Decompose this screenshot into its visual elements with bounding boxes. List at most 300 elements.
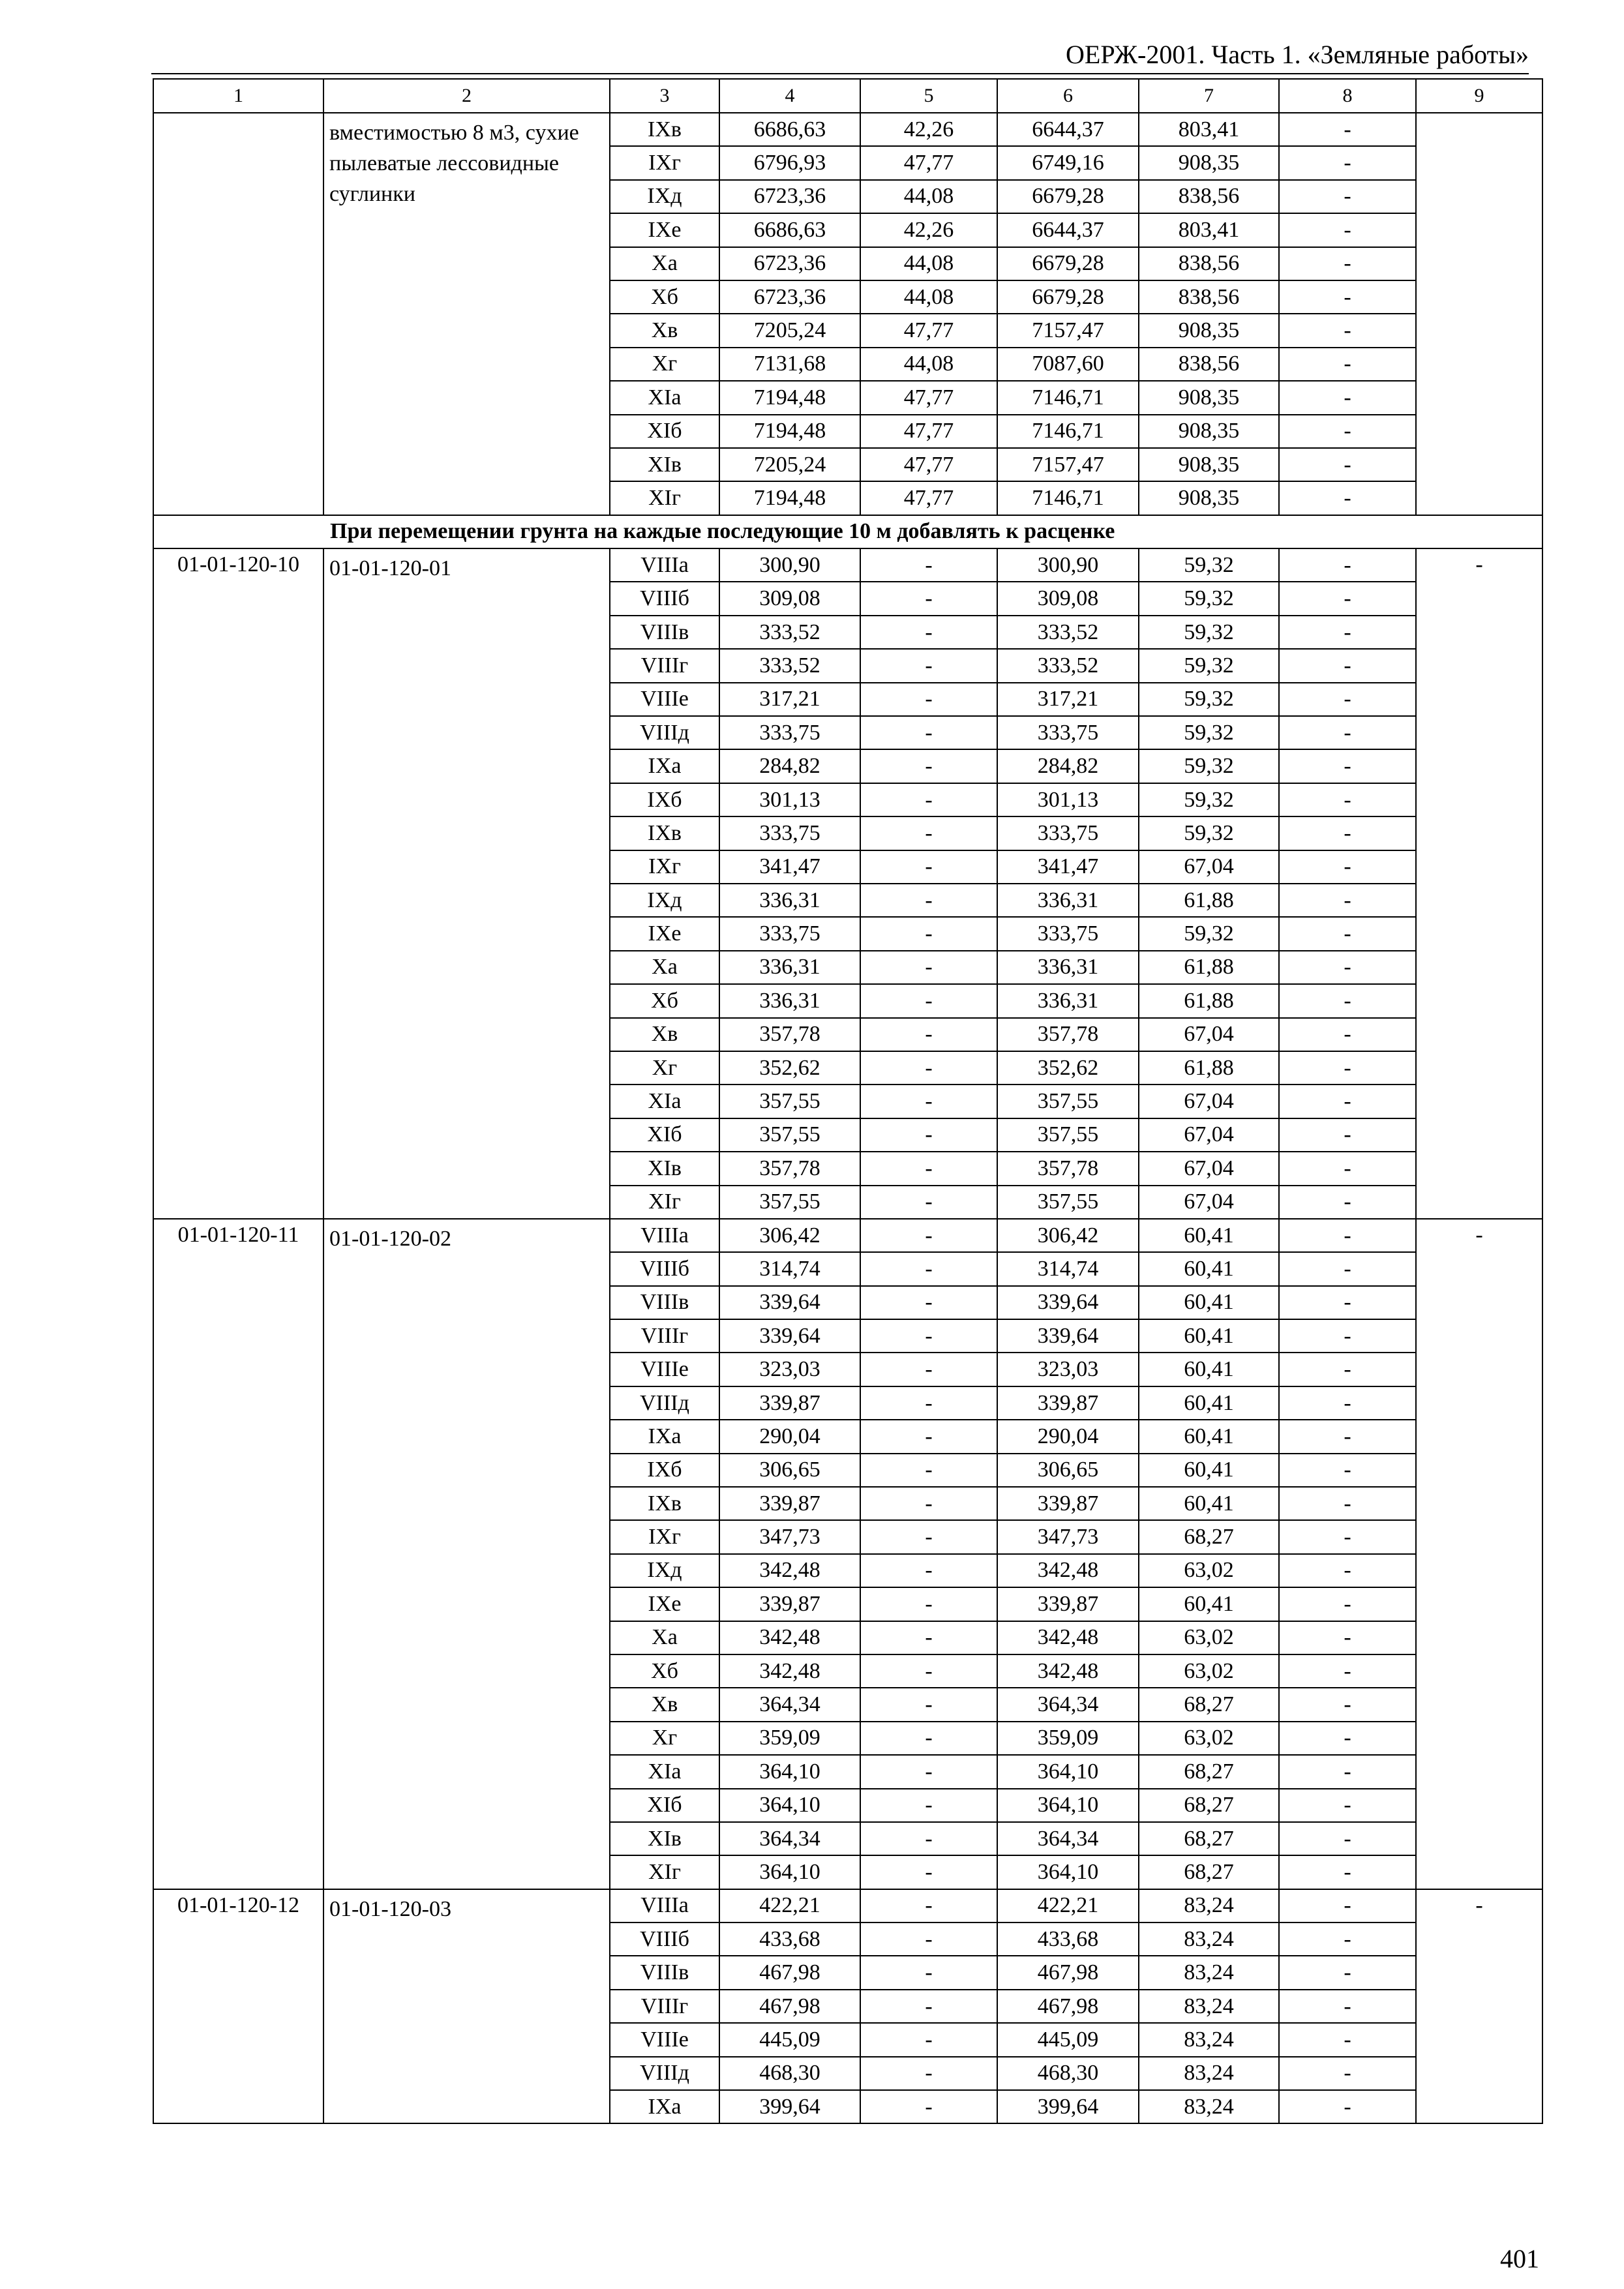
wages-cost-cell: 364,10	[997, 1755, 1139, 1788]
machinist-wages-cell: 59,32	[1139, 749, 1279, 783]
machine-cost-cell: -	[860, 1152, 997, 1185]
materials-cost-cell: -	[1279, 749, 1416, 783]
materials-cost-cell: -	[1279, 816, 1416, 850]
materials-cost-cell: -	[1279, 1755, 1416, 1788]
materials-cost-cell: -	[1279, 582, 1416, 615]
machinist-wages-cell: 63,02	[1139, 1654, 1279, 1688]
wages-cost-cell: 467,98	[997, 1990, 1139, 2023]
wages-cost-cell: 433,68	[997, 1922, 1139, 1956]
soil-group-cell: IXб	[610, 783, 719, 816]
materials-cost-cell: -	[1279, 1554, 1416, 1587]
wages-cost-cell: 336,31	[997, 984, 1139, 1017]
machinist-wages-cell: 83,24	[1139, 2090, 1279, 2123]
table-row	[153, 113, 1542, 146]
soil-group-cell: VIIIе	[610, 1353, 719, 1386]
wages-cost-cell: 357,78	[997, 1152, 1139, 1185]
materials-cost-cell: -	[1279, 1219, 1416, 1252]
machinist-wages-cell: 59,32	[1139, 582, 1279, 615]
materials-cost-cell: -	[1279, 1990, 1416, 2023]
machinist-wages-cell: 59,32	[1139, 816, 1279, 850]
total-cost-cell: 357,55	[719, 1186, 860, 1219]
machinist-wages-cell: 908,35	[1139, 381, 1279, 414]
total-cost-cell: 364,10	[719, 1789, 860, 1822]
machine-cost-cell: -	[860, 1319, 997, 1353]
wages-cost-cell: 339,64	[997, 1319, 1139, 1353]
soil-group-cell: IXг	[610, 146, 719, 179]
total-cost-cell: 339,87	[719, 1386, 860, 1420]
total-cost-cell: 342,48	[719, 1621, 860, 1654]
materials-cost-cell: -	[1279, 1520, 1416, 1553]
column-number-cell: 7	[1139, 79, 1279, 113]
machine-cost-cell: -	[860, 1621, 997, 1654]
wages-cost-cell: 357,55	[997, 1118, 1139, 1152]
materials-cost-cell: -	[1279, 548, 1416, 582]
total-cost-cell: 300,90	[719, 548, 860, 582]
code-cell	[153, 113, 323, 515]
soil-group-cell: VIIIб	[610, 1252, 719, 1285]
wages-cost-cell: 352,62	[997, 1051, 1139, 1085]
machinist-wages-cell: 83,24	[1139, 2023, 1279, 2056]
total-cost-cell: 333,52	[719, 616, 860, 649]
machinist-wages-cell: 908,35	[1139, 415, 1279, 448]
wages-cost-cell: 364,10	[997, 1855, 1139, 1889]
soil-group-cell: Xг	[610, 348, 719, 381]
total-cost-cell: 357,55	[719, 1085, 860, 1118]
soil-group-cell: IXг	[610, 850, 719, 884]
machine-cost-cell: 47,77	[860, 314, 997, 347]
wages-cost-cell: 364,34	[997, 1822, 1139, 1855]
machinist-wages-cell: 803,41	[1139, 113, 1279, 146]
materials-cost-cell: -	[1279, 1186, 1416, 1219]
wages-cost-cell: 342,48	[997, 1654, 1139, 1688]
total-cost-cell: 333,75	[719, 816, 860, 850]
total-cost-cell: 399,64	[719, 2090, 860, 2123]
total-cost-cell: 333,75	[719, 917, 860, 950]
machine-cost-cell: -	[860, 1855, 997, 1889]
machinist-wages-cell: 60,41	[1139, 1252, 1279, 1285]
machine-cost-cell: -	[860, 1286, 997, 1319]
wages-cost-cell: 6679,28	[997, 280, 1139, 314]
total-cost-cell: 301,13	[719, 783, 860, 816]
materials-cost-cell: -	[1279, 1487, 1416, 1520]
soil-group-cell: IXа	[610, 749, 719, 783]
soil-group-cell: IXв	[610, 1487, 719, 1520]
total-cost-cell: 339,64	[719, 1286, 860, 1319]
reference-code-cell: 01-01-120-02	[323, 1219, 610, 1889]
materials-cost-cell: -	[1279, 951, 1416, 984]
machine-cost-cell: -	[860, 1822, 997, 1855]
wages-cost-cell: 309,08	[997, 582, 1139, 615]
materials-cost-cell: -	[1279, 1420, 1416, 1453]
materials-cost-cell: -	[1279, 984, 1416, 1017]
soil-group-cell: IXе	[610, 917, 719, 950]
total-cost-cell: 6686,63	[719, 213, 860, 247]
total-cost-cell: 336,31	[719, 884, 860, 917]
total-cost-cell: 422,21	[719, 1889, 860, 1922]
machine-cost-cell: 44,08	[860, 180, 997, 213]
wages-cost-cell: 359,09	[997, 1722, 1139, 1755]
machine-cost-cell: -	[860, 1252, 997, 1285]
machine-cost-cell: 44,08	[860, 348, 997, 381]
total-cost-cell: 342,48	[719, 1554, 860, 1587]
materials-cost-cell: -	[1279, 448, 1416, 481]
machinist-wages-cell: 61,88	[1139, 884, 1279, 917]
materials-cost-cell: -	[1279, 616, 1416, 649]
soil-group-cell: IXа	[610, 1420, 719, 1453]
total-cost-cell: 341,47	[719, 850, 860, 884]
total-cost-cell: 314,74	[719, 1252, 860, 1285]
machinist-wages-cell: 60,41	[1139, 1487, 1279, 1520]
soil-group-cell: IXд	[610, 884, 719, 917]
soil-group-cell: VIIIа	[610, 1219, 719, 1252]
machine-cost-cell: -	[860, 582, 997, 615]
total-cost-cell: 445,09	[719, 2023, 860, 2056]
machinist-wages-cell: 83,24	[1139, 1889, 1279, 1922]
wages-cost-cell: 336,31	[997, 951, 1139, 984]
soil-group-cell: VIIIд	[610, 716, 719, 749]
materials-cost-cell: -	[1279, 2023, 1416, 2056]
machine-cost-cell: -	[860, 783, 997, 816]
total-cost-cell: 467,98	[719, 1956, 860, 1989]
machine-cost-cell: -	[860, 2090, 997, 2123]
soil-group-cell: IXд	[610, 180, 719, 213]
total-cost-cell: 7194,48	[719, 481, 860, 515]
machinist-wages-cell: 59,32	[1139, 616, 1279, 649]
soil-group-cell: IXб	[610, 1454, 719, 1487]
wages-cost-cell: 341,47	[997, 850, 1139, 884]
soil-group-cell: XIв	[610, 448, 719, 481]
machine-cost-cell: -	[860, 1554, 997, 1587]
machine-cost-cell: -	[860, 917, 997, 950]
machine-cost-cell: -	[860, 1922, 997, 1956]
machinist-wages-cell: 59,32	[1139, 783, 1279, 816]
wages-cost-cell: 342,48	[997, 1554, 1139, 1587]
machinist-wages-cell: 61,88	[1139, 1051, 1279, 1085]
machinist-wages-cell: 68,27	[1139, 1520, 1279, 1553]
wages-cost-cell: 339,64	[997, 1286, 1139, 1319]
materials-cost-cell: -	[1279, 314, 1416, 347]
machine-cost-cell: -	[860, 1990, 997, 2023]
materials-cost-cell: -	[1279, 1789, 1416, 1822]
materials-cost-cell: -	[1279, 1922, 1416, 1956]
column-number-cell: 5	[860, 79, 997, 113]
soil-group-cell: Xа	[610, 247, 719, 280]
total-cost-cell: 364,34	[719, 1688, 860, 1721]
machine-cost-cell: -	[860, 1520, 997, 1553]
rates-table	[153, 78, 1543, 2124]
machine-cost-cell: -	[860, 616, 997, 649]
wages-cost-cell: 7087,60	[997, 348, 1139, 381]
wages-cost-cell: 317,21	[997, 683, 1139, 716]
page-number: 401	[1500, 2244, 1539, 2273]
machine-cost-cell: -	[860, 1755, 997, 1788]
machine-cost-cell: -	[860, 1889, 997, 1922]
soil-group-cell: VIIIа	[610, 1889, 719, 1922]
machinist-wages-cell: 68,27	[1139, 1755, 1279, 1788]
machinist-wages-cell: 67,04	[1139, 1018, 1279, 1051]
total-cost-cell: 290,04	[719, 1420, 860, 1453]
machine-cost-cell: -	[860, 850, 997, 884]
machine-cost-cell: 44,08	[860, 247, 997, 280]
machinist-wages-cell: 67,04	[1139, 1085, 1279, 1118]
wages-cost-cell: 364,10	[997, 1789, 1139, 1822]
wages-cost-cell: 468,30	[997, 2057, 1139, 2090]
soil-group-cell: XIб	[610, 415, 719, 448]
machine-cost-cell: 42,26	[860, 113, 997, 146]
wages-cost-cell: 300,90	[997, 548, 1139, 582]
total-cost-cell: 7194,48	[719, 415, 860, 448]
total-cost-cell: 6723,36	[719, 247, 860, 280]
machinist-wages-cell: 67,04	[1139, 1186, 1279, 1219]
machine-cost-cell: 47,77	[860, 381, 997, 414]
machinist-wages-cell: 59,32	[1139, 716, 1279, 749]
machinist-wages-cell: 838,56	[1139, 247, 1279, 280]
column-number-cell: 8	[1279, 79, 1416, 113]
materials-cost-cell: -	[1279, 1956, 1416, 1989]
machinist-wages-cell: 67,04	[1139, 1118, 1279, 1152]
machinist-wages-cell: 60,41	[1139, 1454, 1279, 1487]
machine-cost-cell: -	[860, 1118, 997, 1152]
machinist-wages-cell: 838,56	[1139, 348, 1279, 381]
soil-group-cell: Xб	[610, 280, 719, 314]
machine-cost-cell: -	[860, 951, 997, 984]
total-cost-cell: 7205,24	[719, 448, 860, 481]
machine-cost-cell: -	[860, 1420, 997, 1453]
machine-cost-cell: 47,77	[860, 481, 997, 515]
machine-cost-cell: 42,26	[860, 213, 997, 247]
machinist-wages-cell: 59,32	[1139, 683, 1279, 716]
machinist-wages-cell: 60,41	[1139, 1353, 1279, 1386]
soil-group-cell: IXа	[610, 2090, 719, 2123]
section-title: При перемещении грунта на каждые последующие 10 м добавлять к расценке	[153, 515, 1542, 548]
soil-group-cell: VIIIе	[610, 2023, 719, 2056]
header-divider	[151, 73, 1529, 74]
machine-cost-cell: -	[860, 2057, 997, 2090]
rate-code-cell: 01-01-120-12	[153, 1889, 323, 2124]
total-cost-cell: 364,34	[719, 1822, 860, 1855]
soil-group-cell: IXв	[610, 113, 719, 146]
machinist-wages-cell: 908,35	[1139, 146, 1279, 179]
soil-group-cell: VIIIг	[610, 649, 719, 682]
machinist-wages-cell: 908,35	[1139, 481, 1279, 515]
materials-cost-cell: -	[1279, 1286, 1416, 1319]
materials-cost-cell: -	[1279, 2090, 1416, 2123]
wages-cost-cell: 333,52	[997, 649, 1139, 682]
machine-cost-cell: -	[860, 816, 997, 850]
materials-cost-cell: -	[1279, 1889, 1416, 1922]
machinist-wages-cell: 83,24	[1139, 1922, 1279, 1956]
materials-cost-cell: -	[1279, 1722, 1416, 1755]
total-cost-cell: 433,68	[719, 1922, 860, 1956]
soil-group-cell: VIIIг	[610, 1319, 719, 1353]
machinist-wages-cell: 61,88	[1139, 984, 1279, 1017]
total-cost-cell: 306,65	[719, 1454, 860, 1487]
machinist-wages-cell: 60,41	[1139, 1386, 1279, 1420]
machine-cost-cell: -	[860, 683, 997, 716]
total-cost-cell: 336,31	[719, 984, 860, 1017]
materials-cost-cell: -	[1279, 1822, 1416, 1855]
wages-cost-cell: 333,75	[997, 917, 1139, 950]
soil-group-cell: Xв	[610, 1018, 719, 1051]
soil-group-cell: VIIIд	[610, 2057, 719, 2090]
soil-group-cell: IXг	[610, 1520, 719, 1553]
machine-cost-cell: -	[860, 1353, 997, 1386]
wages-cost-cell: 7146,71	[997, 415, 1139, 448]
machine-cost-cell: -	[860, 1789, 997, 1822]
materials-cost-cell: -	[1279, 1319, 1416, 1353]
column-9-cell: -	[1416, 1889, 1542, 2124]
wages-cost-cell: 284,82	[997, 749, 1139, 783]
soil-group-cell: IXд	[610, 1554, 719, 1587]
total-cost-cell: 352,62	[719, 1051, 860, 1085]
materials-cost-cell: -	[1279, 1386, 1416, 1420]
machine-cost-cell: -	[860, 2023, 997, 2056]
machinist-wages-cell: 60,41	[1139, 1587, 1279, 1621]
total-cost-cell: 468,30	[719, 2057, 860, 2090]
wages-cost-cell: 333,75	[997, 816, 1139, 850]
soil-group-cell: VIIIб	[610, 582, 719, 615]
soil-group-cell: XIв	[610, 1822, 719, 1855]
machinist-wages-cell: 68,27	[1139, 1855, 1279, 1889]
wages-cost-cell: 6679,28	[997, 247, 1139, 280]
page-header-title: ОЕРЖ-2001. Часть 1. «Земляные работы»	[1066, 40, 1529, 69]
materials-cost-cell: -	[1279, 1152, 1416, 1185]
soil-group-cell: VIIIв	[610, 1956, 719, 1989]
materials-cost-cell: -	[1279, 716, 1416, 749]
wages-cost-cell: 399,64	[997, 2090, 1139, 2123]
machine-cost-cell: 44,08	[860, 280, 997, 314]
soil-group-cell: XIв	[610, 1152, 719, 1185]
soil-group-cell: IXе	[610, 213, 719, 247]
machinist-wages-cell: 803,41	[1139, 213, 1279, 247]
total-cost-cell: 317,21	[719, 683, 860, 716]
materials-cost-cell: -	[1279, 2057, 1416, 2090]
total-cost-cell: 7131,68	[719, 348, 860, 381]
description-cell: вместимостью 8 м3, сухие пылеватые лессовидные суглинки	[323, 113, 610, 515]
wages-cost-cell: 445,09	[997, 2023, 1139, 2056]
soil-group-cell: XIг	[610, 1186, 719, 1219]
column-number-cell: 6	[997, 79, 1139, 113]
section-row	[153, 515, 1542, 548]
machine-cost-cell: -	[860, 749, 997, 783]
machine-cost-cell: -	[860, 1219, 997, 1252]
total-cost-cell: 357,78	[719, 1152, 860, 1185]
column-9-cell: -	[1416, 1219, 1542, 1889]
wages-cost-cell: 323,03	[997, 1353, 1139, 1386]
machinist-wages-cell: 59,32	[1139, 548, 1279, 582]
machinist-wages-cell: 83,24	[1139, 1990, 1279, 2023]
materials-cost-cell: -	[1279, 1454, 1416, 1487]
materials-cost-cell: -	[1279, 415, 1416, 448]
machinist-wages-cell: 67,04	[1139, 1152, 1279, 1185]
soil-group-cell: Xг	[610, 1051, 719, 1085]
machinist-wages-cell: 59,32	[1139, 917, 1279, 950]
soil-group-cell: VIIIг	[610, 1990, 719, 2023]
machinist-wages-cell: 63,02	[1139, 1554, 1279, 1587]
soil-group-cell: XIа	[610, 381, 719, 414]
soil-group-cell: VIIIв	[610, 1286, 719, 1319]
machine-cost-cell: -	[860, 1186, 997, 1219]
materials-cost-cell: -	[1279, 280, 1416, 314]
wages-cost-cell: 339,87	[997, 1487, 1139, 1520]
machine-cost-cell: 47,77	[860, 146, 997, 179]
column-number-cell: 1	[153, 79, 323, 113]
total-cost-cell: 6686,63	[719, 113, 860, 146]
soil-group-cell: Xв	[610, 314, 719, 347]
machine-cost-cell: -	[860, 548, 997, 582]
machinist-wages-cell: 63,02	[1139, 1621, 1279, 1654]
machinist-wages-cell: 60,41	[1139, 1286, 1279, 1319]
wages-cost-cell: 467,98	[997, 1956, 1139, 1989]
rate-code-cell: 01-01-120-10	[153, 548, 323, 1219]
soil-group-cell: XIб	[610, 1118, 719, 1152]
machinist-wages-cell: 838,56	[1139, 280, 1279, 314]
soil-group-cell: VIIIв	[610, 616, 719, 649]
wages-cost-cell: 306,65	[997, 1454, 1139, 1487]
machinist-wages-cell: 908,35	[1139, 314, 1279, 347]
total-cost-cell: 6796,93	[719, 146, 860, 179]
total-cost-cell: 7205,24	[719, 314, 860, 347]
wages-cost-cell: 290,04	[997, 1420, 1139, 1453]
materials-cost-cell: -	[1279, 884, 1416, 917]
total-cost-cell: 333,52	[719, 649, 860, 682]
total-cost-cell: 7194,48	[719, 381, 860, 414]
column-9-cell	[1416, 113, 1542, 515]
total-cost-cell: 336,31	[719, 951, 860, 984]
machinist-wages-cell: 60,41	[1139, 1319, 1279, 1353]
total-cost-cell: 323,03	[719, 1353, 860, 1386]
materials-cost-cell: -	[1279, 348, 1416, 381]
wages-cost-cell: 306,42	[997, 1219, 1139, 1252]
total-cost-cell: 339,87	[719, 1587, 860, 1621]
column-number-cell: 4	[719, 79, 860, 113]
total-cost-cell: 342,48	[719, 1654, 860, 1688]
wages-cost-cell: 339,87	[997, 1587, 1139, 1621]
column-number-cell: 3	[610, 79, 719, 113]
soil-group-cell: XIг	[610, 1855, 719, 1889]
soil-group-cell: Xг	[610, 1722, 719, 1755]
materials-cost-cell: -	[1279, 783, 1416, 816]
machine-cost-cell: -	[860, 1654, 997, 1688]
materials-cost-cell: -	[1279, 1621, 1416, 1654]
wages-cost-cell: 301,13	[997, 783, 1139, 816]
soil-group-cell: VIIIд	[610, 1386, 719, 1420]
soil-group-cell: Xа	[610, 951, 719, 984]
soil-group-cell: Xб	[610, 1654, 719, 1688]
total-cost-cell: 339,64	[719, 1319, 860, 1353]
machine-cost-cell: -	[860, 1688, 997, 1721]
column-number-row	[153, 79, 1542, 113]
machine-cost-cell: -	[860, 1386, 997, 1420]
materials-cost-cell: -	[1279, 850, 1416, 884]
wages-cost-cell: 7146,71	[997, 381, 1139, 414]
materials-cost-cell: -	[1279, 683, 1416, 716]
machine-cost-cell: -	[860, 1051, 997, 1085]
wages-cost-cell: 422,21	[997, 1889, 1139, 1922]
soil-group-cell: XIа	[610, 1085, 719, 1118]
machinist-wages-cell: 68,27	[1139, 1822, 1279, 1855]
soil-group-cell: Xа	[610, 1621, 719, 1654]
materials-cost-cell: -	[1279, 1855, 1416, 1889]
materials-cost-cell: -	[1279, 1688, 1416, 1721]
total-cost-cell: 309,08	[719, 582, 860, 615]
wages-cost-cell: 347,73	[997, 1520, 1139, 1553]
machinist-wages-cell: 83,24	[1139, 2057, 1279, 2090]
total-cost-cell: 6723,36	[719, 180, 860, 213]
soil-group-cell: VIIIб	[610, 1922, 719, 1956]
machinist-wages-cell: 83,24	[1139, 1956, 1279, 1989]
machine-cost-cell: -	[860, 1018, 997, 1051]
